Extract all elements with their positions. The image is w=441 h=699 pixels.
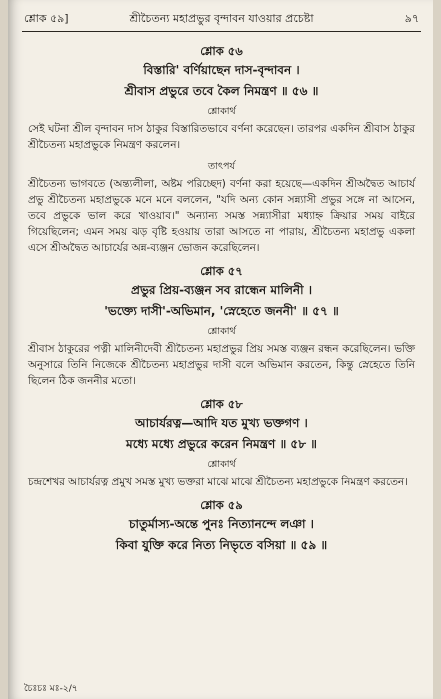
verse-number: শ্লোক ৫৯: [200, 498, 243, 512]
page-number: ৯৭: [404, 12, 419, 25]
verse-line: শ্রীবাস প্রভুরে তবে কৈল নিমন্ত্রণ ॥ ৫৬ ॥: [124, 84, 319, 98]
book-page: [8, 0, 433, 699]
running-header: [24, 10, 419, 28]
header-chapter-title: শ্রীচৈতন্য মহাপ্রভুর বৃন্দাবন যাওয়ার প্রচেষ্টা: [129, 12, 314, 25]
purport-text: শ্রীচৈতন্য ভাগবতে (অন্ত্যলীলা, অষ্টম পরিচ্ছেদ) বর্ণনা করা হয়েছে—একদিন শ্রীঅদ্বৈত আচার্য প্রভু শ্রীচৈতন্য মহাপ্রভুকে মনে মনে বললেন, "যদি অন্য কোন সন্ন্যাসী প্রভুর সঙ্গে না আসেন, তবে প্রভুকে ভাল করে খাওয়াব।" অন্যান্য সমস্ত সন্ন্যাসীরা মধ্যাহ্ন ক্রিয়ার সময় বাইরে গিয়েছিলেন; এমন সময় ঝড় বৃষ্টি হওয়ায় তারা আসতে না পারায়, শ্রীচৈতন্য মহাপ্রভু একলা এসে শ্রীঅদ্বৈত আচার্যের অন্ন-ব্যঞ্জন ভোজন করেছিলেন।: [28, 178, 415, 254]
verse-line: 'ভক্ত্যে দাসী'-অভিমান, 'স্নেহেতে জননী' ॥ ৫৭ ॥: [104, 304, 339, 318]
translation-label: শ্লোকার্থ: [207, 459, 236, 470]
verse-line: কিবা যুক্তি করে নিত্য নিভৃতে বসিয়া ॥ ৫৯ ॥: [115, 538, 328, 552]
page-content: [28, 38, 415, 556]
translation-text: চন্দ্রশেখর আচার্যরত্ন প্রমুখ সমস্ত মুখ্য ভক্তরা মাঝে মাঝে শ্রীচৈতন্য মহাপ্রভুকে নিমন্ত্রণ করতেন।: [28, 476, 408, 488]
translation-text: শ্রীবাস ঠাকুরের পত্নী মালিনীদেবী শ্রীচৈতন্য মহাপ্রভুর প্রিয় সমস্ত ব্যঞ্জন রন্ধন করেছিলেন। ভক্তি অনুসারে তিনি নিজেকে শ্রীচৈতন্য মহাপ্রভুর দাসী বলে অভিমান করতেন, কিন্তু স্নেহেতে তিনি ছিলেন ঠিক জননীর মতো।: [28, 343, 415, 387]
verse-line: চাতুর্মাস্য-অন্তে পুনঃ নিত্যানন্দে লঞা ।: [129, 517, 314, 531]
verse-number: শ্লোক ৫৮: [200, 397, 243, 411]
translation-label: শ্লোকার্থ: [207, 106, 236, 117]
header-rule: [22, 31, 421, 32]
verse-line: মধ্যে মধ্যে প্রভুরে করেন নিমন্ত্রণ ॥ ৫৮ ॥: [126, 437, 317, 451]
verse-number: শ্লোক ৫৬: [200, 44, 243, 58]
translation-label: শ্লোকার্থ: [207, 326, 236, 337]
signature-mark: চৈঃচঃ মঃ-২/৭: [24, 684, 78, 694]
purport-label: তাৎপর্য: [208, 161, 235, 172]
verse-number: শ্লোক ৫৭: [200, 264, 243, 278]
header-verse-range: শ্লোক ৫৯]: [24, 12, 69, 25]
verse-line: আচার্যরত্ন—আদি যত মুখ্য ভক্তগণ ।: [135, 416, 308, 430]
translation-text: সেই ঘটনা শ্রীল বৃন্দাবন দাস ঠাকুর বিস্তারিতভাবে বর্ণনা করেছেন। তারপর একদিন শ্রীবাস ঠাকুর শ্রীচৈতন্য মহাপ্রভুকে নিমন্ত্রণ করলেন।: [28, 123, 415, 151]
verse-line: বিস্তারি' বর্ণিয়াছেন দাস-বৃন্দাবন ।: [143, 63, 300, 77]
verse-line: প্রভুর প্রিয়-ব্যঞ্জন সব রান্ধেন মালিনী ।: [131, 283, 312, 297]
